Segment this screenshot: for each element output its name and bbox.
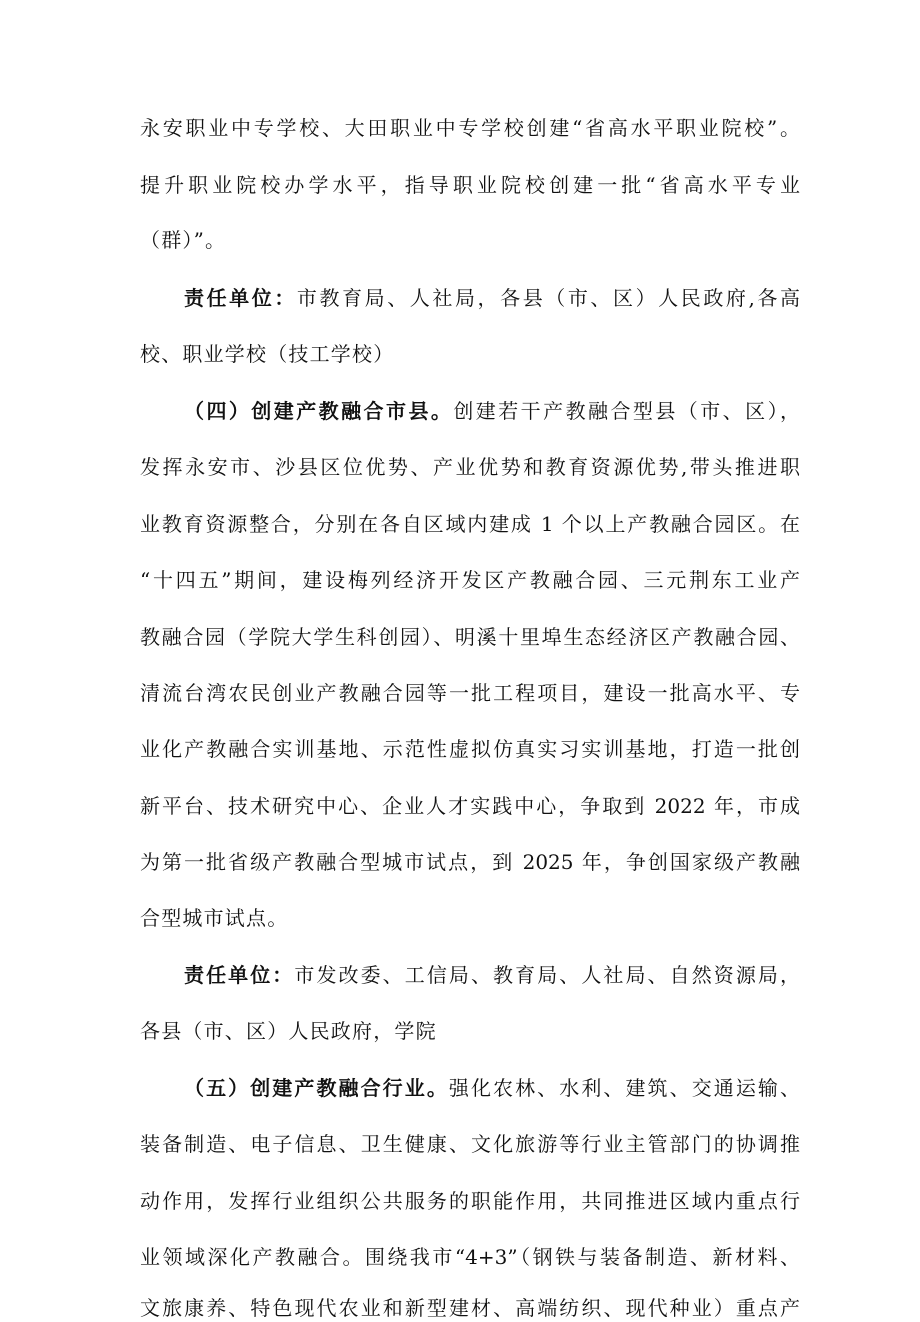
paragraph-line: （群）”。 bbox=[140, 228, 227, 252]
section-heading: （四）创建产教融合市县。 bbox=[184, 399, 454, 423]
paragraph-line: 业领域深化产教融合。围绕我市“4+3”（钢铁与装备制造、新材料、 bbox=[140, 1245, 800, 1269]
responsibility-label: 责任单位： bbox=[184, 963, 295, 987]
paragraph-line: 清流台湾农民创业产教融合园等一批工程项目，建设一批高水平、专 bbox=[140, 681, 800, 705]
paragraph-line: 教融合园（学院大学生科创园）、明溪十里埠生态经济区产教融合园、 bbox=[140, 625, 800, 649]
section-heading: （五）创建产教融合行业。 bbox=[184, 1076, 449, 1100]
responsibility-line bbox=[184, 284, 800, 312]
paragraph-line: 装备制造、电子信息、卫生健康、文化旅游等行业主管部门的协调推 bbox=[140, 1132, 800, 1156]
paragraph-line: 永安职业中专学校、大田职业中专学校创建“省高水平职业院校”。 bbox=[140, 116, 800, 140]
paragraph-line: 为第一批省级产教融合型城市试点，到 2025 年，争创国家级产教融 bbox=[140, 850, 800, 874]
paragraph-line: 业化产教融合实训基地、示范性虚拟仿真实习实训基地，打造一批创 bbox=[140, 737, 800, 761]
paragraph-line: “十四五”期间，建设梅列经济开发区产教融合园、三元荆东工业产 bbox=[140, 568, 800, 592]
paragraph-line: 提升职业院校办学水平，指导职业院校创建一批“省高水平专业 bbox=[140, 173, 800, 197]
paragraph-line: 文旅康养、特色现代农业和新型建材、高端纺织、现代种业）重点产 bbox=[140, 1296, 800, 1320]
paragraph-line: 发挥永安市、沙县区位优势、产业优势和教育资源优势,带头推进职 bbox=[140, 455, 800, 479]
section-text: 创建若干产教融合型县（市、区）， bbox=[453, 399, 801, 423]
paragraph-line: 合型城市试点。 bbox=[140, 906, 289, 930]
responsibility-line bbox=[184, 961, 800, 989]
section-text: 强化农林、水利、建筑、交通运输、 bbox=[448, 1076, 801, 1100]
responsibility-label: 责任单位： bbox=[184, 286, 297, 310]
responsibility-text: 市教育局、人社局，各县（市、区）人民政府,各高 bbox=[296, 286, 801, 310]
section-heading-line bbox=[184, 1074, 800, 1102]
paragraph-line: 业教育资源整合，分别在各自区域内建成 1 个以上产教融合园区。在 bbox=[140, 512, 800, 536]
paragraph-line: 新平台、技术研究中心、企业人才实践中心，争取到 2022 年，市成 bbox=[140, 794, 800, 818]
responsibility-text: 市发改委、工信局、教育局、人社局、自然资源局， bbox=[294, 963, 801, 987]
section-heading-line bbox=[184, 397, 800, 425]
paragraph-line: 动作用，发挥行业组织公共服务的职能作用，共同推进区域内重点行 bbox=[140, 1189, 800, 1213]
paragraph-line: 各县（市、区）人民政府，学院 bbox=[140, 1019, 437, 1043]
paragraph-line: 校、职业学校（技工学校） bbox=[140, 342, 395, 366]
